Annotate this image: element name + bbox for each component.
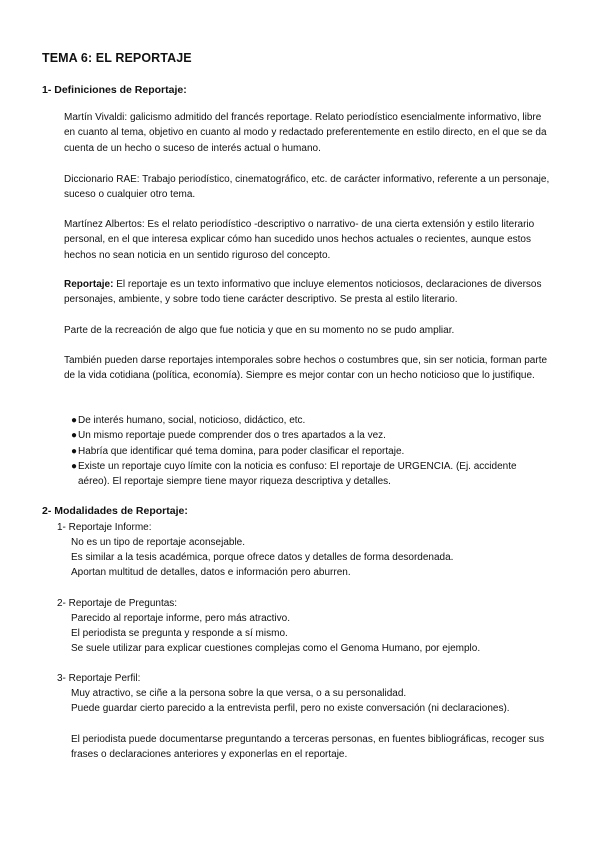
list-item [71, 444, 541, 459]
modality-line: Muy atractivo, se ciñe a la persona sobre la que versa, o a su personalidad. [71, 688, 407, 699]
list-item-text: De interés humano, social, noticioso, didáctico, etc. [78, 415, 306, 426]
modality-line: Se suele utilizar para explicar cuestiones complejas como el Genoma Humano, por ejemplo. [71, 643, 481, 654]
modality-line: Aportan multitud de detalles, datos e información pero aburren. [71, 567, 351, 578]
list-item-text: Habría que identificar qué tema domina, para poder clasificar el reportaje. [78, 445, 405, 457]
reportaje-text: El reportaje es un texto informativo que incluye elementos noticiosos, declaraciones de diversos personajes, ambiente, y sobre todo tiene carácter descriptivo. Se presta al estilo literario. [64, 279, 542, 306]
characteristics-list [71, 413, 541, 489]
list-item [71, 459, 541, 490]
modality-title-perfil: 3- Reportaje Perfil: [57, 673, 141, 684]
definition-albertos: Martínez Albertos: Es el relato periodístico -descriptivo o narrativo- de una cierta extensión y estilo literario personal, en el que interesa explicar cómo han sucedido unos hechos actuales o recientes, aunque estos hechos no sean noticia en un sentido riguroso del concepto. [64, 219, 535, 261]
bullet-icon: ● [71, 445, 78, 457]
modality-title-preguntas: 2- Reportaje de Preguntas: [57, 598, 178, 609]
paragraph-parte: Parte de la recreación de algo que fue noticia y que en su momento no se pudo ampliar. [64, 325, 455, 336]
modality-line: El periodista puede documentarse preguntando a terceras personas, en fuentes bibliográficas, recoger sus frases o declaraciones anteriores y exponerlas en el reportaje. [71, 734, 545, 761]
list-item [71, 413, 541, 428]
list-item-text: Existe un reportaje cuyo límite con la noticia es confuso: El reportaje de URGENCIA. (Ej. accidente aéreo). El reportaje siempre tiene mayor riqueza descriptiva y detalles. [78, 460, 517, 488]
modality-line: El periodista se pregunta y responde a sí mismo. [71, 628, 288, 639]
bullet-icon: ● [71, 430, 78, 442]
definition-rae: Diccionario RAE: Trabajo periodístico, cinematográfico, etc. de carácter informativo, referente a un personaje, suceso o cualquier otro tema. [64, 174, 550, 201]
list-item [71, 428, 541, 443]
modality-line: Es similar a la tesis académica, porque ofrece datos y detalles de forma desordenada. [71, 552, 454, 563]
definition-reportaje [64, 277, 554, 308]
modality-line: Puede guardar cierto parecido a la entrevista perfil, pero no existe conversación (ni declaraciones). [71, 703, 510, 714]
modality-line: No es un tipo de reportaje aconsejable. [71, 537, 246, 548]
section-heading-modalidades: 2- Modalidades de Reportaje: [42, 505, 188, 517]
bullet-icon: ● [71, 460, 78, 472]
reportaje-label: Reportaje: [64, 279, 114, 290]
page-title: TEMA 6: EL REPORTAJE [42, 51, 192, 65]
paragraph-tambien: También pueden darse reportajes intemporales sobre hechos o costumbres que, sin ser noticia, forman parte de la vida cotidiana (política, economía). Siempre es mejor contar con un hecho noticioso que lo justifique. [64, 355, 548, 382]
list-item-text: Un mismo reportaje puede comprender dos o tres apartados a la vez. [78, 430, 386, 442]
modality-title-informe: 1- Reportaje Informe: [57, 522, 152, 533]
definition-vivaldi: Martín Vivaldi: galicismo admitido del francés reportage. Relato periodístico esencialmente informativo, libre en cuanto al tema, objetivo en cuanto al modo y redactado preferentemente en estilo directo, en el que se da cuenta de un hecho o suceso de interés actual o humano. [64, 112, 547, 154]
bullet-icon: ● [71, 415, 78, 426]
section-heading-definiciones: 1- Definiciones de Reportaje: [42, 84, 187, 96]
modality-line: Parecido al reportaje informe, pero más atractivo. [71, 613, 290, 624]
